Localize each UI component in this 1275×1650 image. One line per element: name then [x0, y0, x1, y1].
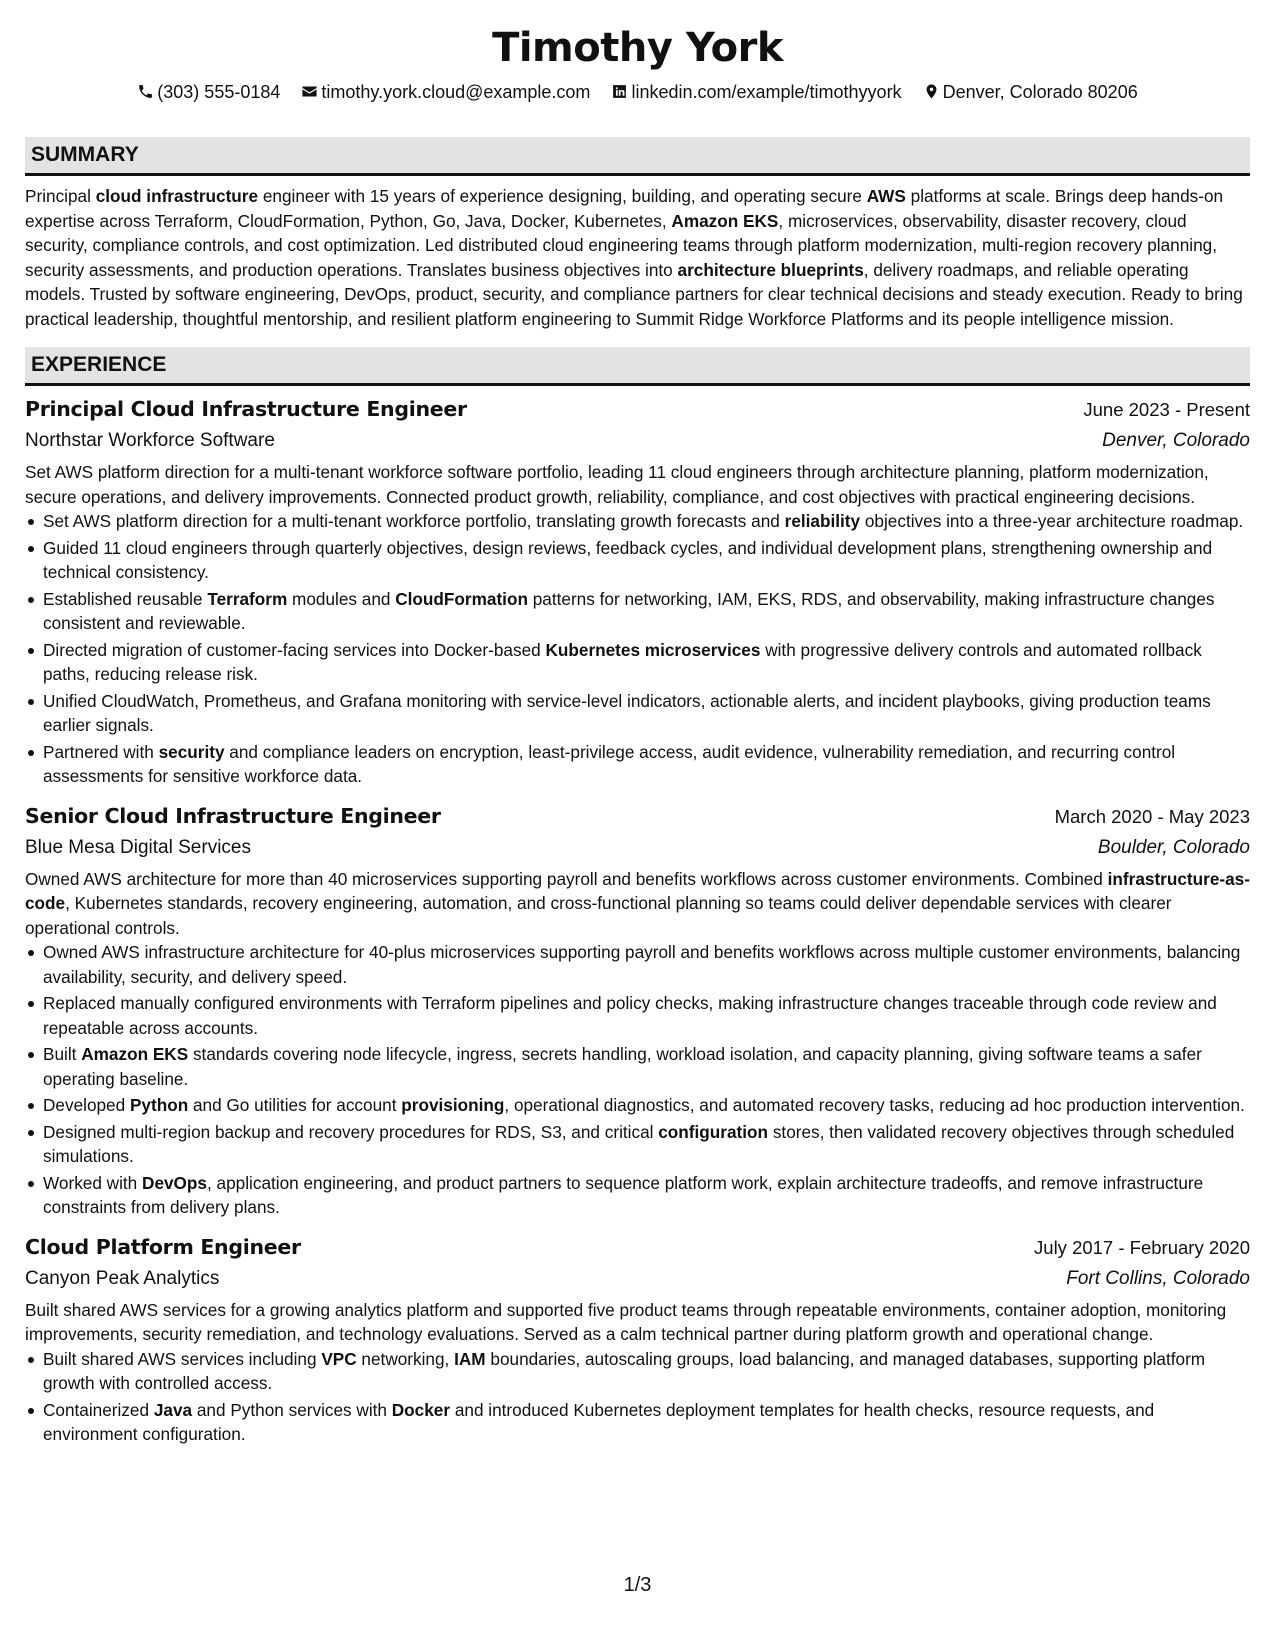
bullet-item: Replaced manually configured environments with Terraform pipelines and policy checks, making infrastructure changes traceable through code review and repeatable across accounts.	[43, 991, 1250, 1040]
job-description: Built shared AWS services for a growing analytics platform and supported five product teams through repeatable environments, container adoption, monitoring improvements, security remediation, and technology evaluations. Served as a calm technical partner during platform growth and operational change.	[25, 1299, 1227, 1344]
contact-bar	[0, 80, 1275, 104]
bullet-item: Guided 11 cloud engineers through quarterly objectives, design reviews, feedback cycles, and individual development plans, strengthening ownership and technical consistency.	[43, 536, 1250, 585]
phone-text: (303) 555-0184	[157, 82, 281, 102]
bullet-item: Developed Python and Go utilities for account provisioning, operational diagnostics, and automated recovery tasks, reducing ad hoc production intervention.	[43, 1093, 1250, 1118]
job-entry	[25, 1232, 1250, 1447]
map-pin-icon	[923, 83, 940, 100]
job-header	[25, 801, 1250, 832]
job-dates: June 2023 - Present	[1083, 399, 1250, 420]
contact-phone[interactable]	[137, 80, 280, 104]
job-title: Cloud Platform Engineer	[25, 1234, 301, 1259]
bullet-item: Established reusable Terraform modules and CloudFormation patterns for networking, IAM, EKS, RDS, and observability, making infrastructure changes consistent and reviewable.	[43, 587, 1250, 636]
job-company: Canyon Peak Analytics	[25, 1267, 220, 1289]
job-entry	[25, 801, 1250, 1220]
email-text: timothy.york.cloud@example.com	[321, 82, 591, 102]
bullet-item: Unified CloudWatch, Prometheus, and Grafana monitoring with service-level indicators, actionable alerts, and incident playbooks, giving production teams earlier signals.	[43, 689, 1250, 738]
phone-icon	[137, 83, 154, 100]
job-location: Denver, Colorado	[1102, 430, 1250, 451]
bullet-item: Worked with DevOps, application engineering, and product partners to sequence platform work, explain architecture tradeoffs, and remove infrastructure constraints from delivery plans.	[43, 1171, 1250, 1220]
bullet-item: Owned AWS infrastructure architecture for 40-plus microservices supporting payroll and benefits workflows across multiple customer environments, balancing availability, security, and delivery speed.	[43, 940, 1250, 989]
summary-heading: SUMMARY	[25, 137, 1250, 176]
job-title: Senior Cloud Infrastructure Engineer	[25, 803, 441, 828]
resume-content	[25, 137, 1250, 1459]
bullet-item: Designed multi-region backup and recovery procedures for RDS, S3, and critical configuration stores, then validated recovery objectives through scheduled simulations.	[43, 1120, 1250, 1169]
bullet-item: Built Amazon EKS standards covering node lifecycle, ingress, secrets handling, workload isolation, and capacity planning, giving software teams a safer operating baseline.	[43, 1042, 1250, 1091]
contact-email[interactable]	[301, 80, 590, 104]
job-header	[25, 394, 1250, 425]
envelope-icon	[301, 83, 318, 100]
bullet-item: Containerized Java and Python services with Docker and introduced Kubernetes deployment templates for health checks, resource requests, and environment configuration.	[43, 1398, 1250, 1447]
job-subheader	[25, 832, 1250, 864]
experience-heading: EXPERIENCE	[25, 347, 1250, 386]
job-entry	[25, 394, 1250, 789]
page-number: 1/3	[623, 1574, 652, 1596]
job-header	[25, 1232, 1250, 1263]
job-location: Boulder, Colorado	[1097, 836, 1250, 858]
job-bullets	[25, 940, 1250, 1220]
job-dates: March 2020 - May 2023	[1054, 805, 1250, 827]
job-company: Northstar Workforce Software	[25, 430, 275, 451]
bullet-item: Set AWS platform direction for a multi-tenant workforce portfolio, translating growth forecasts and reliability objectives into a three-year architecture roadmap.	[43, 509, 1250, 534]
job-location: Fort Collins, Colorado	[1066, 1267, 1250, 1289]
experience-list	[25, 394, 1250, 1447]
job-dates: July 2017 - February 2020	[1034, 1236, 1250, 1258]
job-description: Owned AWS architecture for more than 40 microservices supporting payroll and benefits workflows across customer environments. Combined infrastructure-as-code, Kubernetes standards, recovery engineering, automation, and cross-functional planning so teams could deliver dependable services with clearer operational controls.	[25, 868, 1250, 938]
candidate-name: Timothy York	[492, 25, 783, 71]
contact-location	[923, 80, 1138, 104]
linkedin-text: linkedin.com/example/timothyyork	[631, 82, 902, 102]
job-description: Set AWS platform direction for a multi-tenant workforce software portfolio, leading 11 cloud engineers through architecture planning, platform modernization, secure operations, and delivery improvements. Connected product growth, reliability, compliance, and cost objectives with practical engineering decisions.	[25, 462, 1209, 507]
job-company: Blue Mesa Digital Services	[25, 836, 251, 858]
job-subheader	[25, 1263, 1250, 1295]
bullet-item: Directed migration of customer-facing services into Docker-based Kubernetes microservices with progressive delivery controls and automated rollback paths, reducing release risk.	[43, 638, 1250, 687]
job-subheader	[25, 425, 1250, 457]
linkedin-icon	[611, 83, 628, 100]
location-text: Denver, Colorado 80206	[942, 82, 1138, 102]
contact-linkedin[interactable]	[611, 80, 901, 104]
summary-text: Principal cloud infrastructure engineer with 15 years of experience designing, building, and operating secure AWS platforms at scale. Brings deep hands-on expertise across Terraform, CloudFormation, Python, Go, Java, Docker, Kubernetes, Amazon EKS, microservices, observability, disaster recovery, cloud security, compliance controls, and cost optimization. Led distributed cloud engineering teams through platform modernization, multi-region recovery planning, security assessments, and production operations. Translates business objectives into architecture blueprints, delivery roadmaps, and reliable operating models. Trusted by software engineering, DevOps, product, security, and compliance partners for clear technical decisions and steady execution. Ready to bring practical leadership, thoughtful mentorship, and resilient platform engineering to Summit Ridge Workforce Platforms and its people intelligence mission.	[25, 186, 1243, 329]
job-bullets	[25, 1347, 1250, 1447]
bullet-item: Built shared AWS services including VPC networking, IAM boundaries, autoscaling groups, load balancing, and managed databases, supporting platform growth with controlled access.	[43, 1347, 1250, 1396]
job-title: Principal Cloud Infrastructure Engineer	[25, 397, 467, 421]
bullet-item: Partnered with security and compliance leaders on encryption, least-privilege access, audit evidence, vulnerability remediation, and recurring control assessments for sensitive workforce data.	[43, 740, 1250, 789]
job-bullets	[25, 509, 1250, 789]
